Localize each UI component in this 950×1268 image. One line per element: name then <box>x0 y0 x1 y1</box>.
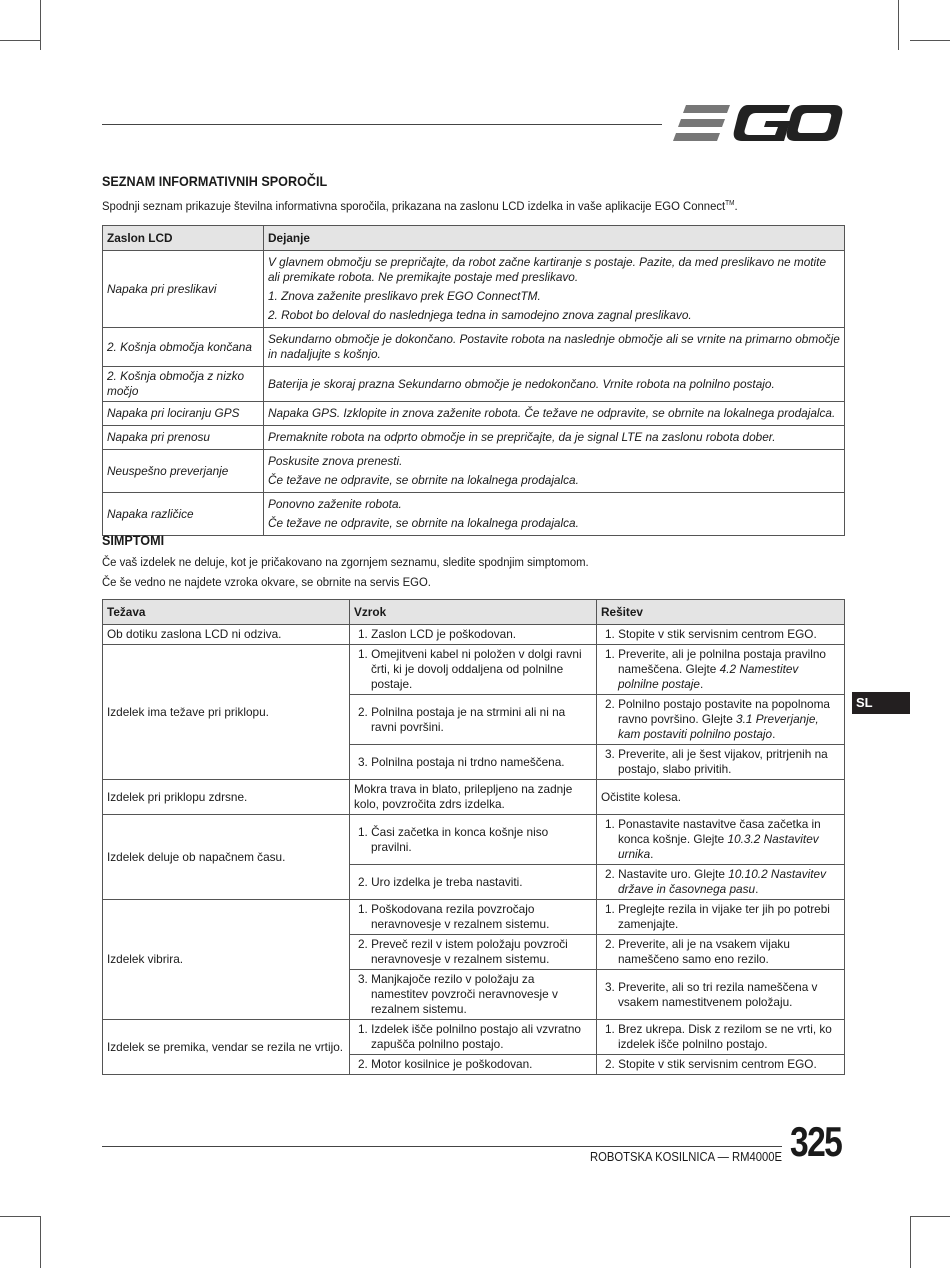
cause-text: 3. Polnilna postaja ni trdno nameščena. <box>358 754 565 769</box>
action-line: Če težave ne odpravite, se obrnite na lokalnega prodajalca. <box>268 473 579 487</box>
solution-text <box>601 980 840 1010</box>
cause-cell <box>350 1020 597 1055</box>
cause-cell <box>350 645 597 695</box>
table-row <box>103 493 845 536</box>
action-cell <box>264 251 845 328</box>
solution-main: 1. Ponastavite nastavitve časa začetka in konca košnje. Glejte <box>605 817 821 846</box>
table-row <box>103 426 845 450</box>
action-line: 1. Znova zaženite preslikavo prek EGO ConnectTM. <box>268 289 541 303</box>
ego-logo <box>672 101 844 145</box>
solution-end: . <box>755 882 759 896</box>
lcd-message-cell: Napaka različice <box>103 493 264 536</box>
action-line: Če težave ne odpravite, se obrnite na lokalnega prodajalca. <box>268 516 579 530</box>
cause-text: 2. Uro izdelka je treba nastaviti. <box>358 874 523 889</box>
solution-text <box>601 647 840 692</box>
lcd-message-cell: Napaka pri prenosu <box>103 426 264 450</box>
cause-cell <box>350 900 597 935</box>
solution-cell <box>597 625 845 645</box>
crop-mark <box>910 1216 911 1268</box>
solution-text <box>601 902 840 932</box>
cause-cell <box>350 865 597 900</box>
column-header: Vzrok <box>350 600 597 625</box>
cause-text: 1. Poškodovana rezila povzročajo neravnovesje v rezalnem sistemu. <box>358 902 550 931</box>
table-row <box>103 625 845 645</box>
action-cell <box>264 402 845 426</box>
cause-cell <box>350 780 597 815</box>
cause-cell <box>350 695 597 745</box>
column-header: Dejanje <box>264 226 845 251</box>
section-reference: 10.3.2 Nastavitev urnika <box>618 832 819 861</box>
table-row <box>103 645 845 695</box>
cause-text: 1. Časi začetka in konca košnje niso pravilni. <box>358 824 549 854</box>
lcd-message-cell: Neuspešno preverjanje <box>103 450 264 493</box>
column-header: Rešitev <box>597 600 845 625</box>
solution-text <box>601 790 681 804</box>
solution-main: 2. Stopite v stik servisnim centrom EGO. <box>605 1057 817 1071</box>
solution-main: 1. Brez ukrepa. Disk z rezilom se ne vrti, ko izdelek išče polnilno postajo. <box>605 1022 832 1051</box>
action-line: Sekundarno območje je dokončano. Postavite robota na naslednje območje ali se vrnite na primarno območje in nadaljujte s košnjo. <box>268 332 840 361</box>
action-line: Napaka GPS. Izklopite in znova zaženite robota. Če težave ne odpravite, se obrnite na lokalnega prodajalca. <box>268 406 836 420</box>
action-cell <box>264 450 845 493</box>
section-title-info-messages: SEZNAM INFORMATIVNIH SPOROČIL <box>102 173 328 189</box>
info-messages-table <box>102 225 845 536</box>
action-line: Poskusite znova prenesti. <box>268 454 403 468</box>
footer-rule <box>102 1146 782 1147</box>
solution-text <box>601 747 840 777</box>
page-number: 325 <box>790 1118 842 1165</box>
solution-main: 2. Nastavite uro. Glejte <box>605 867 729 881</box>
solution-end: . <box>650 847 654 861</box>
action-line: Premaknite robota na odprto območje in se prepričajte, da je signal LTE na zaslonu robota dober. <box>268 430 776 444</box>
solution-cell <box>597 865 845 900</box>
column-header: Zaslon LCD <box>103 226 264 251</box>
table-row <box>103 900 845 935</box>
cause-text: 1. Omejitveni kabel ni položen v dolgi ravni črti, ki je dovolj oddaljena od polnilne postaje. <box>358 647 582 691</box>
solution-cell <box>597 900 845 935</box>
problem-cell: Ob dotiku zaslona LCD ni odziva. <box>103 625 350 645</box>
section-intro: Spodnji seznam prikazuje številna informativna sporočila, prikazana na zaslonu LCD izdelka in vaše aplikacije EGO Connect™. <box>102 199 738 213</box>
crop-mark <box>0 1216 40 1217</box>
problem-cell: Izdelek ima težave pri priklopu. <box>103 645 350 780</box>
solution-text <box>601 867 840 897</box>
table-row <box>103 402 845 426</box>
lcd-message-cell: 2. Košnja območja z nizko močjo <box>103 367 264 402</box>
problem-cell: Izdelek pri priklopu zdrsne. <box>103 780 350 815</box>
solution-cell <box>597 645 845 695</box>
solution-cell <box>597 935 845 970</box>
table-row <box>103 251 845 328</box>
solution-cell <box>597 1020 845 1055</box>
table-header-row <box>103 600 845 625</box>
solution-text <box>601 1022 840 1052</box>
header-rule <box>102 124 662 125</box>
solution-main: 1. Preverite, ali je polnilna postaja pravilno nameščena. Glejte <box>605 647 826 676</box>
footer-product-name: ROBOTSKA KOSILNICA — RM4000E <box>590 1150 782 1164</box>
cause-cell <box>350 815 597 865</box>
solution-text <box>601 937 840 967</box>
section-reference: 10.10.2 Nastavitev države in časovnega pasu <box>618 867 826 896</box>
solution-cell <box>597 745 845 780</box>
solution-text <box>601 1057 840 1072</box>
solution-main: Očistite kolesa. <box>601 789 681 804</box>
solution-text <box>601 627 840 642</box>
cause-cell <box>350 970 597 1020</box>
solution-main: 3. Preverite, ali je šest vijakov, pritrjenih na postajo, slabo privitih. <box>605 747 828 776</box>
solution-cell <box>597 780 845 815</box>
column-header: Težava <box>103 600 350 625</box>
action-cell <box>264 367 845 402</box>
table-row <box>103 450 845 493</box>
table-row <box>103 780 845 815</box>
solution-text <box>601 817 840 862</box>
problem-cell: Izdelek vibrira. <box>103 900 350 1020</box>
solution-main: 2. Polnilno postajo postavite na popolnoma ravno površino. Glejte <box>605 697 830 726</box>
cause-text: 1. Zaslon LCD je poškodovan. <box>358 627 517 641</box>
language-tab: SL <box>852 692 910 714</box>
cause-text: 1. Izdelek išče polnilno postajo ali vzvratno zapušča polnilno postajo. <box>358 1022 581 1051</box>
table-header-row <box>103 226 845 251</box>
solution-main: 2. Preverite, ali je na vsakem vijaku nameščeno samo eno rezilo. <box>605 937 790 966</box>
crop-mark <box>40 1216 41 1268</box>
action-cell <box>264 493 845 536</box>
solution-cell <box>597 815 845 865</box>
cause-text: Mokra trava in blato, prilepljeno na zadnje kolo, povzročita zdrs izdelka. <box>354 782 573 811</box>
solution-text <box>601 697 840 742</box>
section-reference: 4.2 Namestitev polnilne postaje <box>618 662 799 691</box>
solution-cell <box>597 970 845 1020</box>
action-line: Baterija je skoraj prazna Sekundarno območje je nedokončano. Vrnite robota na polnilno postajo. <box>268 376 775 391</box>
section-reference: 3.1 Preverjanje, kam postaviti polnilno postajo <box>618 712 819 741</box>
cause-text: 2. Preveč rezil v istem položaju povzroči neravnovesje v rezalnem sistemu. <box>358 937 568 966</box>
table-row <box>103 815 845 865</box>
symptoms-table <box>102 599 845 1075</box>
cause-text: 2. Polnilna postaja je na strmini ali ni na ravni površini. <box>358 704 566 734</box>
lcd-message-cell: 2. Košnja območja končana <box>103 328 264 367</box>
solution-end: . <box>772 727 776 741</box>
crop-mark <box>40 0 41 50</box>
crop-mark <box>910 40 950 41</box>
cause-text: 3. Manjkajoče rezilo v položaju za namestitev povzroči neravnovesje v rezalnem sistemu. <box>358 972 558 1016</box>
cause-cell <box>350 935 597 970</box>
solution-cell <box>597 1055 845 1075</box>
action-cell <box>264 426 845 450</box>
crop-mark <box>898 0 899 50</box>
solution-main: 1. Preglejte rezila in vijake ter jih po potrebi zamenjajte. <box>605 902 830 931</box>
lcd-message-cell: Napaka pri preslikavi <box>103 251 264 328</box>
table-row <box>103 328 845 367</box>
cause-text: 2. Motor kosilnice je poškodovan. <box>358 1057 533 1071</box>
section-title-symptoms: SIMPTOMI <box>102 532 165 548</box>
action-line: V glavnem območju se prepričajte, da robot začne kartiranje s postaje. Pazite, da med preslikavo ne motite ali premikate robota. Ne premikajte postaje med preslikavo. <box>268 255 827 284</box>
table-row <box>103 367 845 402</box>
solution-cell <box>597 695 845 745</box>
table-row <box>103 1020 845 1055</box>
action-line: Ponovno zaženite robota. <box>268 497 402 511</box>
cause-cell <box>350 745 597 780</box>
action-line: 2. Robot bo deloval do naslednjega tedna in samodejno znova zagnal preslikavo. <box>268 308 692 322</box>
crop-mark <box>910 1216 950 1217</box>
cause-cell <box>350 1055 597 1075</box>
lcd-message-cell: Napaka pri lociranju GPS <box>103 402 264 426</box>
solution-end: . <box>700 677 704 691</box>
solution-main: 1. Stopite v stik servisnim centrom EGO. <box>605 627 817 641</box>
crop-mark <box>0 40 40 41</box>
cause-cell <box>350 625 597 645</box>
symptoms-intro-line2: Če še vedno ne najdete vzroka okvare, se obrnite na servis EGO. <box>102 575 431 589</box>
problem-cell: Izdelek deluje ob napačnem času. <box>103 815 350 900</box>
problem-cell: Izdelek se premika, vendar se rezila ne vrtijo. <box>103 1020 350 1075</box>
action-cell <box>264 328 845 367</box>
solution-main: 3. Preverite, ali so tri rezila nameščena v vsakem namestitvenem položaju. <box>605 979 818 1009</box>
symptoms-intro-line1: Če vaš izdelek ne deluje, kot je pričakovano na zgornjem seznamu, sledite spodnjim simptomom. <box>102 555 589 569</box>
